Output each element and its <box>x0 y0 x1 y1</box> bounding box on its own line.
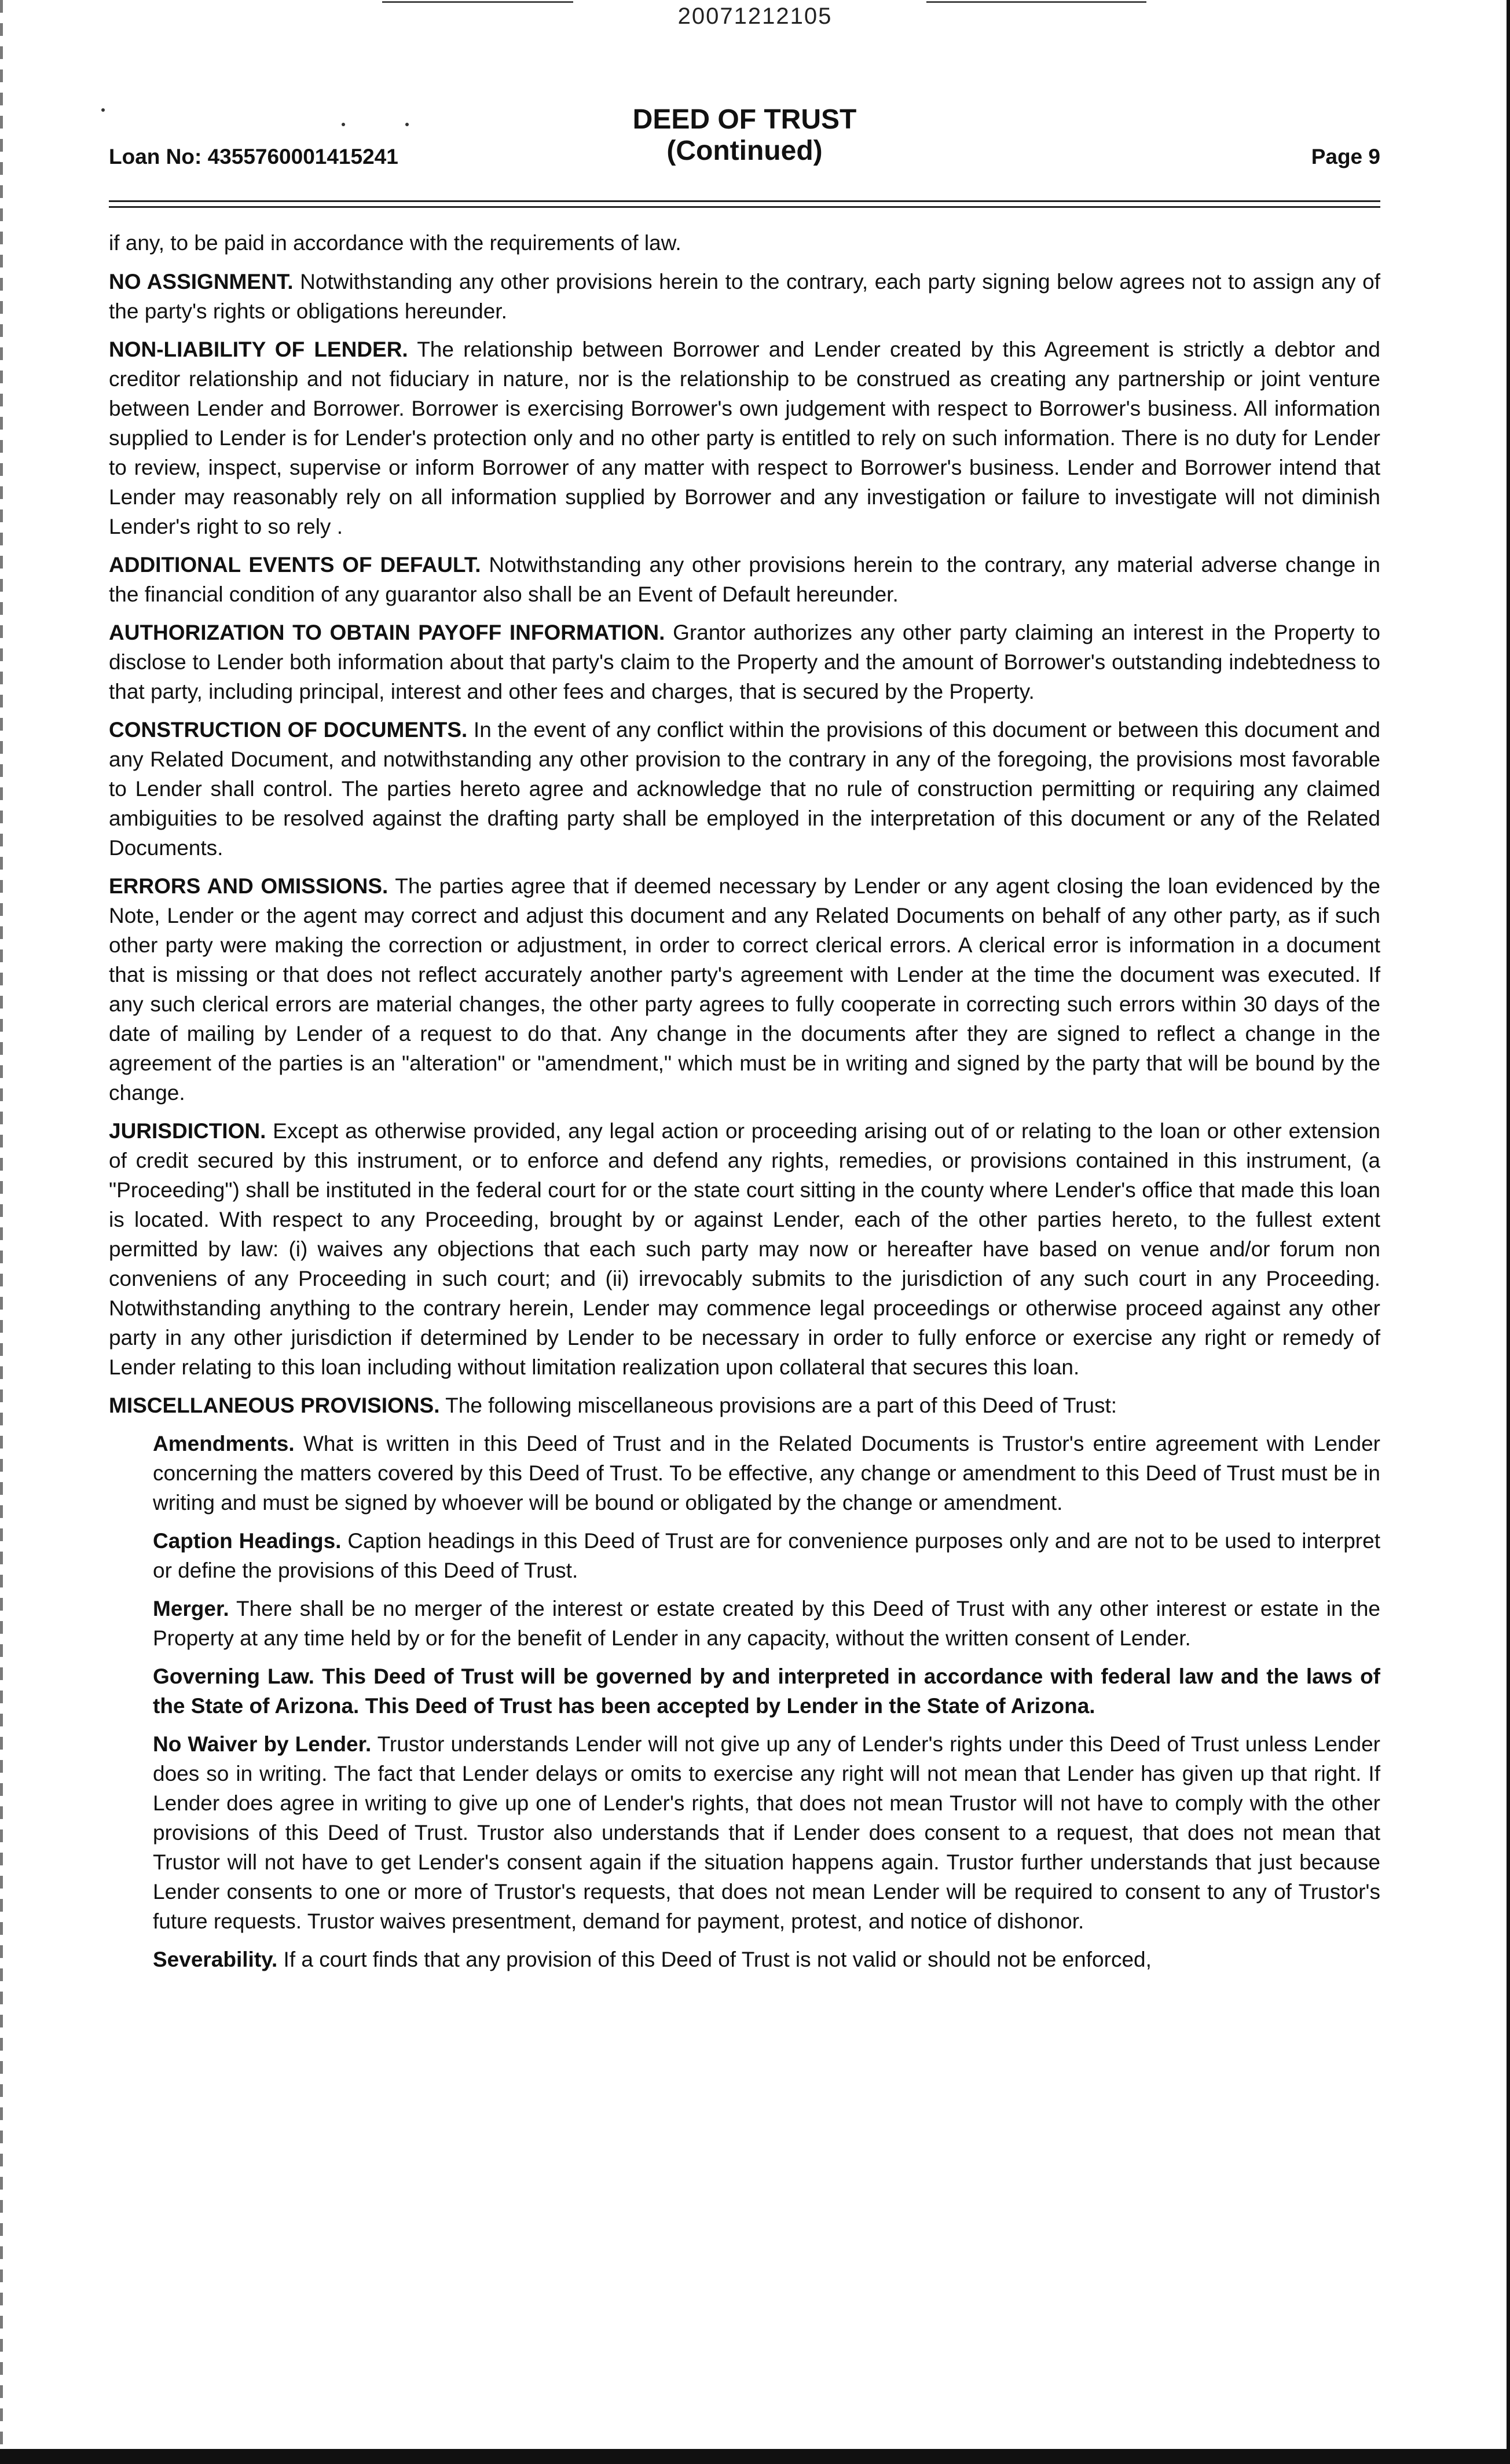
scan-left-edge <box>0 0 3 2464</box>
misc-governing-law <box>153 1662 1380 1721</box>
scan-right-edge <box>1507 0 1510 2464</box>
misc-text: Caption headings in this Deed of Trust are for convenience purposes only and are not to be used to interpret or define the provisions of this Deed of Trust. <box>153 1529 1380 1582</box>
misc-text: If a court finds that any provision of this Deed of Trust is not valid or should not be enforced, <box>283 1948 1152 1971</box>
misc-text: There shall be no merger of the interest or estate created by this Deed of Trust with any other interest or estate in the Property at any time held by or for the benefit of Lender in any capacity, without the written consent of Lender. <box>153 1597 1380 1650</box>
document-body <box>109 228 1380 1983</box>
section-heading: NON-LIABILITY OF LENDER. <box>109 338 408 361</box>
misc-no-waiver <box>153 1729 1380 1936</box>
section-text: Except as otherwise provided, any legal action or proceeding arising out of or relating to the loan or other extension of credit secured by this instrument, or to enforce and defend any rights, remedies, or provisions contained in this instrument, (a "Proceeding") shall be instituted in the federal court for or the state court sitting in the county where Lender's office that made this loan is located. With respect to any Proceeding, brought by or against Lender, each of the other parties hereto, to the fullest extent permitted by law: (i) waives any objections that each such party may now or hereafter have based on venue and/or forum non conveniens of any Proceeding in such court; and (ii) irrevocably submits to the jurisdiction of any such court in any Proceeding. Notwithstanding anything to the contrary herein, Lender may commence legal proceedings or otherwise proceed against any other party in any other jurisdiction if determined by Lender to be necessary in order to fully enforce or exercise any right or remedy of Lender relating to this loan including without limitation realization upon collateral that secures this loan. <box>109 1119 1380 1379</box>
section-text: The parties agree that if deemed necessary by Lender or any agent closing the loan evidenced by the Note, Lender or the agent may correct and adjust this document and any Related Documents on behalf of any other party, as if such other party were making the correction or adjustment, in order to correct clerical errors. A clerical error is information in a document that is missing or that does not reflect accurately another party's agreement with Lender at the time the document was executed. If any such clerical errors are material changes, the other party agrees to fully cooperate in correcting such errors within 30 days of the date of mailing by Lender of a request to do that. Any change in the documents after they are signed to reflect a change in the agreement of the parties is an "alteration" or "amendment," which must be in writing and signed by the party that will be bound by the change. <box>109 874 1380 1105</box>
scan-bottom-edge <box>0 2449 1510 2464</box>
header-rule-top <box>109 200 1380 202</box>
stamp-rule <box>382 1 573 3</box>
page-number: Page 9 <box>1311 145 1380 168</box>
misc-amendments <box>153 1429 1380 1517</box>
misc-text: What is written in this Deed of Trust and in the Related Documents is Trustor's entire agreement with Lender concerning the matters covered by this Deed of Trust. To be effective, any change or amendment to this Deed of Trust must be in writing and must be signed by whoever will be bound or obligated by the change or amendment. <box>153 1432 1381 1515</box>
misc-text: Trustor understands Lender will not give up any of Lender's rights under this Deed of Trust unless Lender does so in writing. The fact that Lender delays or omits to exercise any right will not mean that Lender has given up that right. If Lender does agree in writing to give up one of Lender's rights, that does not mean Trustor will not have to comply with the other provisions of this Deed of Trust. Trustor also understands that if Lender does consent to a request, that does not mean that Trustor will not have to get Lender's consent again if the situation happens again. Trustor further understands that just because Lender consents to one or more of Trustor's requests, that does not mean Lender will be required to consent to any of Trustor's future requests. Trustor waives presentment, demand for payment, protest, and notice of dishonor. <box>153 1732 1380 1933</box>
title-line-1: DEED OF TRUST <box>632 104 857 135</box>
section-text: Grantor authorizes any other party claiming an interest in the Property to disclose to Lender both information about that party's claim to the Property and the amount of Borrower's outstanding indebtedness to that party, including principal, interest and other fees and charges, that is secured by the Property. <box>109 621 1380 703</box>
section-jurisdiction <box>109 1116 1380 1382</box>
section-heading: ADDITIONAL EVENTS OF DEFAULT. <box>109 553 481 577</box>
misc-heading: Amendments. <box>153 1432 295 1455</box>
misc-heading: Governing Law. <box>153 1664 314 1688</box>
misc-heading: No Waiver by Lender. <box>153 1732 372 1756</box>
misc-text: This Deed of Trust will be governed by and interpreted in accordance with federal law and the laws of the State of Arizona. This Deed of Trust has been accepted by Lender in the State of Arizona. <box>153 1664 1381 1718</box>
section-heading: MISCELLANEOUS PROVISIONS. <box>109 1394 440 1417</box>
misc-heading: Severability. <box>153 1948 278 1971</box>
section-heading: ERRORS AND OMISSIONS. <box>109 874 389 898</box>
scan-speck <box>101 108 105 112</box>
misc-caption-headings <box>153 1526 1380 1585</box>
misc-heading: Merger. <box>153 1597 229 1620</box>
continuation-text: if any, to be paid in accordance with the requirements of law. <box>109 231 681 255</box>
section-no-assignment <box>109 267 1380 326</box>
section-authorization <box>109 618 1380 706</box>
misc-severability <box>153 1945 1380 1974</box>
section-text: The following miscellaneous provisions are a part of this Deed of Trust: <box>445 1394 1117 1417</box>
page-header <box>109 104 1380 179</box>
stamp-rule <box>926 1 1146 3</box>
section-additional-events <box>109 550 1380 609</box>
section-non-liability <box>109 335 1380 541</box>
section-construction <box>109 715 1380 863</box>
loan-number: Loan No: 4355760001415241 <box>109 145 398 168</box>
title-line-2: (Continued) <box>666 135 823 166</box>
header-rule-bottom <box>109 206 1380 208</box>
section-text: The relationship between Borrower and Lender created by this Agreement is strictly a debtor and creditor relationship and not fiduciary in nature, nor is the relationship to be construed as creating any partnership or joint venture between Lender and Borrower. Borrower is exercising Borrower's own judgement with respect to Borrower's business. All information supplied to Lender is for Lender's protection only and no other party is entitled to rely on such information. There is no duty for Lender to review, inspect, supervise or inform Borrower of any matter with respect to Borrower's business. Lender and Borrower intend that Lender may reasonably rely on all information supplied by Borrower and any investigation or failure to investigate will not diminish Lender's right to so rely . <box>109 338 1380 538</box>
section-heading: CONSTRUCTION OF DOCUMENTS. <box>109 718 468 742</box>
section-miscellaneous <box>109 1391 1380 1420</box>
section-text: Notwithstanding any other provisions herein to the contrary, each party signing below agrees not to assign any of the party's rights or obligations hereunder. <box>109 270 1381 323</box>
section-heading: JURISDICTION. <box>109 1119 266 1143</box>
misc-heading: Caption Headings. <box>153 1529 342 1553</box>
section-text: Notwithstanding any other provisions herein to the contrary, any material adverse change in the financial condition of any guarantor also shall be an Event of Default hereunder. <box>109 553 1381 606</box>
recording-stamp: 20071212105 <box>677 3 833 29</box>
misc-merger <box>153 1594 1380 1653</box>
section-heading: AUTHORIZATION TO OBTAIN PAYOFF INFORMATION. <box>109 621 665 644</box>
section-errors-omissions <box>109 871 1380 1108</box>
section-heading: NO ASSIGNMENT. <box>109 270 294 294</box>
section-text: In the event of any conflict within the provisions of this document or between this document and any Related Document, and notwithstanding any other provision to the contrary in any of the foregoing, the provisions most favorable to Lender shall control. The parties hereto agree and acknowledge that no rule of construction permitting or requiring any claimed ambiguities to be resolved against the drafting party shall be employed in the interpretation of this document or any of the Related Documents. <box>109 718 1380 860</box>
